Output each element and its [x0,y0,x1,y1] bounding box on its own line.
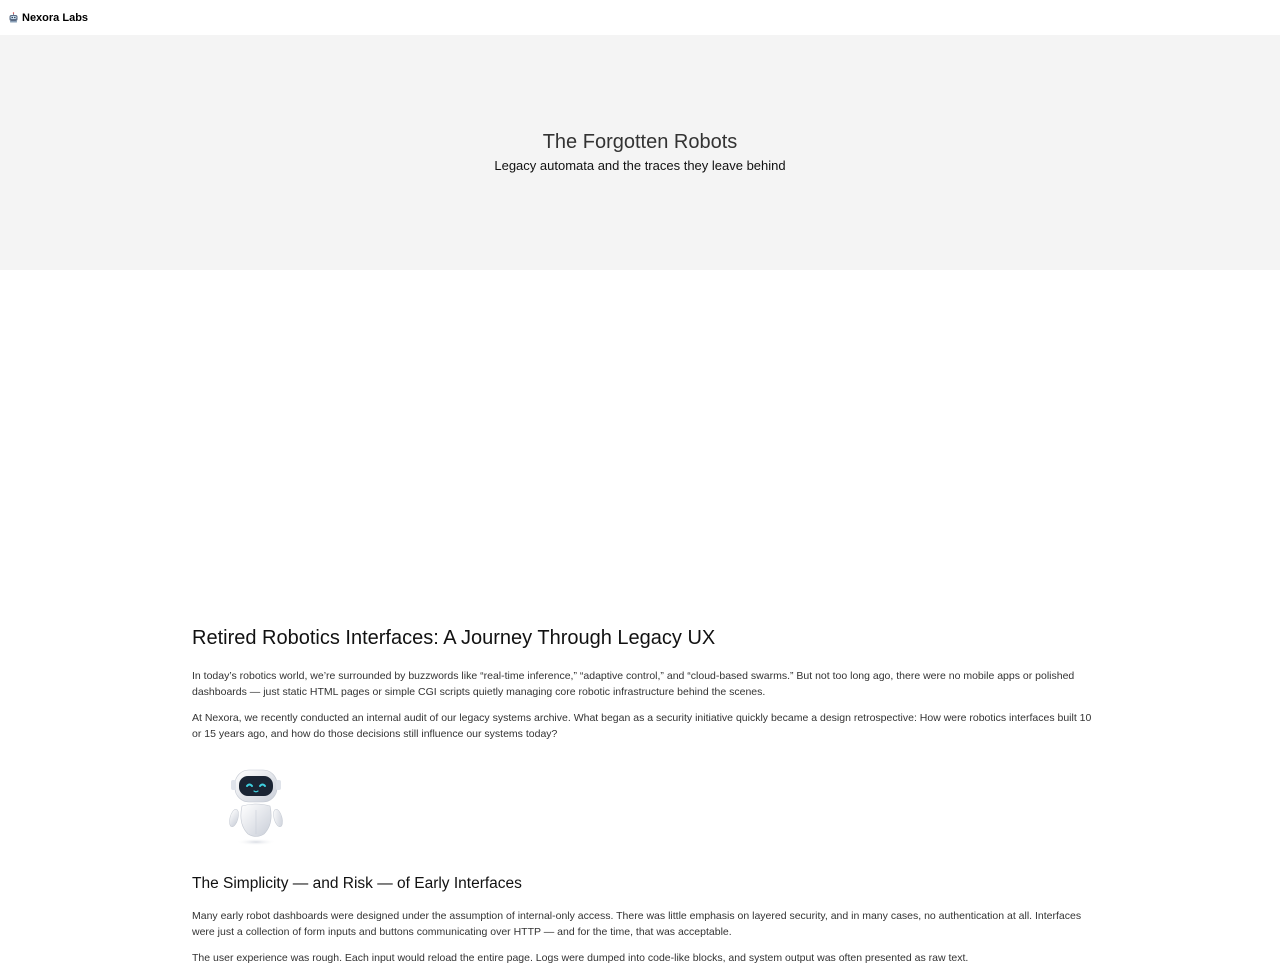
robot-illustration [192,764,322,846]
article [192,624,1092,976]
hero-title: The Forgotten Robots [542,131,738,153]
top-navbar [0,0,1280,35]
article-paragraph: At Nexora, we recently conducted an internal audit of our legacy systems archive. What began as a security initiative quickly became a design retrospective: How were robotics interfaces built 10 or 15 years ago, and how do those decisions still influence our systems today? [192,712,1092,740]
hero-banner [0,35,1280,270]
article-paragraph: Many early robot dashboards were designed under the assumption of internal-only access. There was little emphasis on layered security, and in many cases, no authentication at all. Interfaces were just a collection of form inputs and buttons communicating over HTTP — and for the time, that was acceptable. [192,910,1082,938]
article-paragraph: In today’s robotics world, we’re surrounded by buzzwords like “real-time inference,” “adaptive control,” and “cloud-based swarms.” But not too long ago, there were no mobile apps or polished dashboards — just static HTML pages or simple CGI scripts quietly managing core robotic infrastructure behind the scenes. [192,670,1075,698]
brand-name: Nexora Labs [22,11,89,24]
article-paragraph: The user experience was rough. Each input would reload the entire page. Logs were dumped into code-like blocks, and system output was often presented as raw text. [192,952,969,964]
section-heading: The Simplicity — and Risk — of Early Interfaces [192,875,522,892]
hero-subtitle: Legacy automata and the traces they leave behind [494,158,786,173]
brand-link[interactable] [8,12,88,24]
robot-icon [8,12,19,23]
article-title: Retired Robotics Interfaces: A Journey Through Legacy UX [192,627,716,649]
